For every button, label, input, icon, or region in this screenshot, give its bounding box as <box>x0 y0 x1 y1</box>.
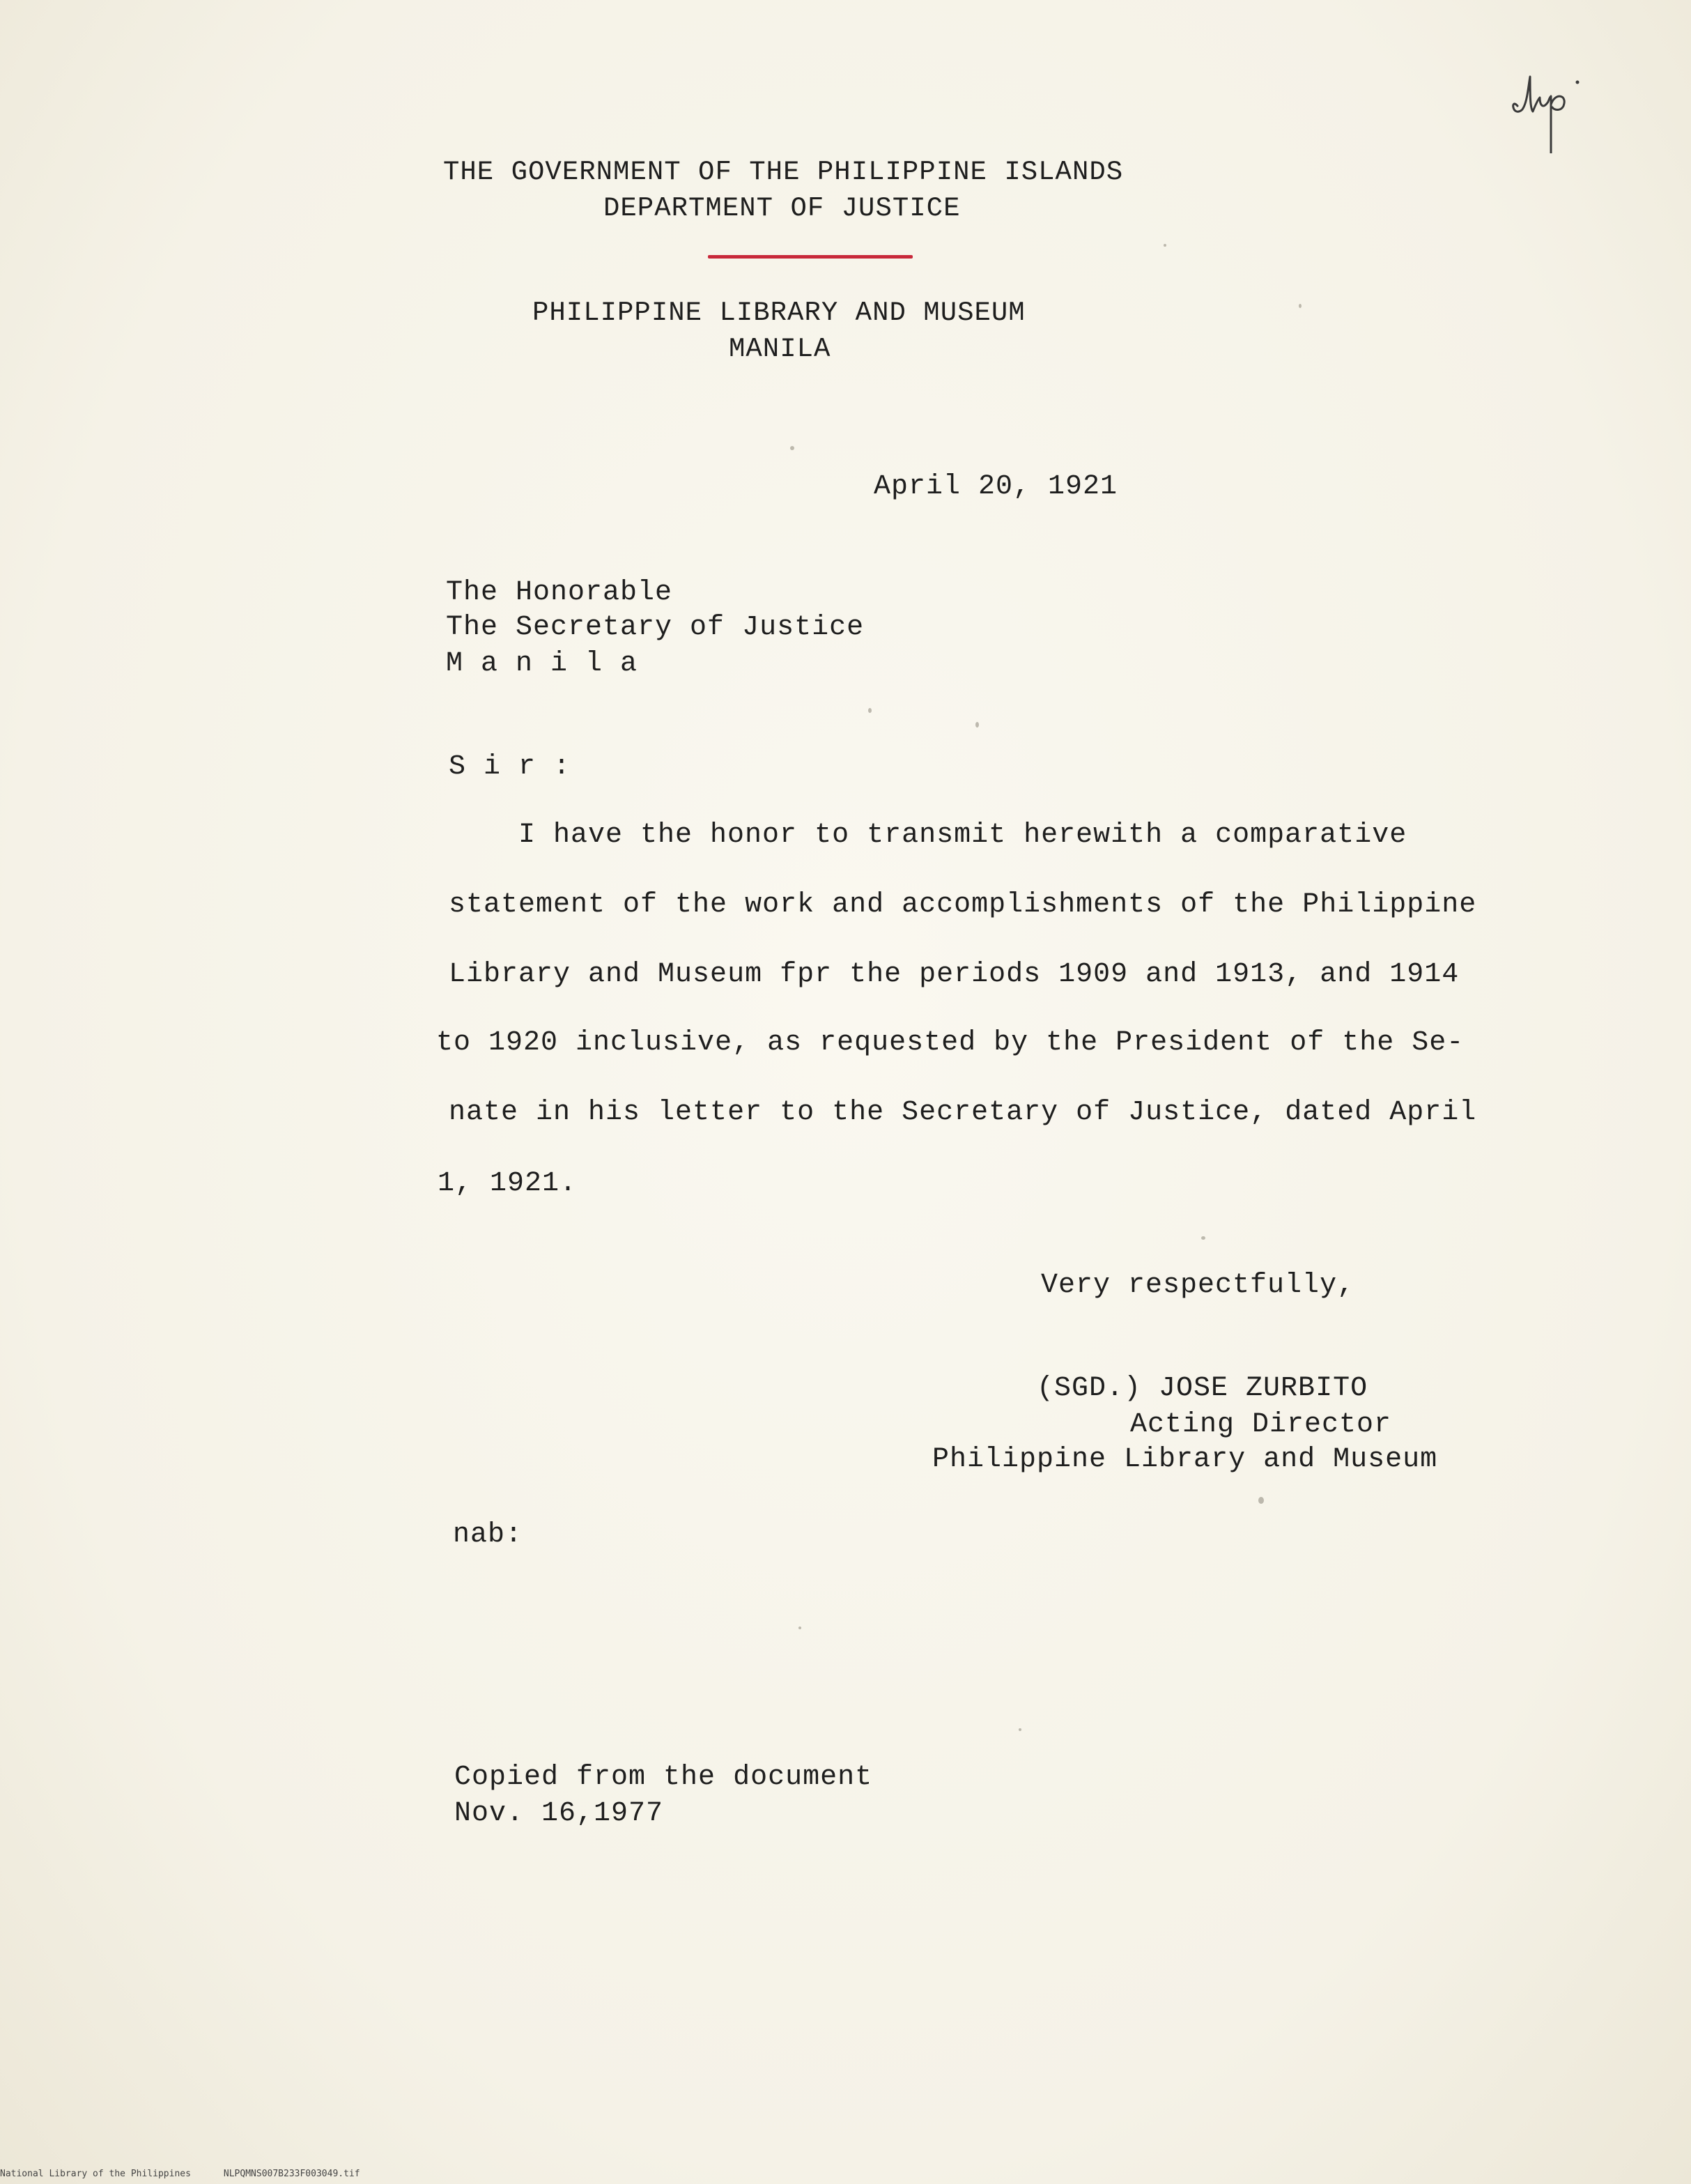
addressee-line-2: The Secretary of Justice <box>446 612 865 643</box>
paper-speck <box>798 1627 801 1629</box>
body-line-2: statement of the work and accomplishments of the Philippine <box>449 889 1477 921</box>
signature-name: (SGD.) JOSE ZURBITO <box>1037 1373 1368 1404</box>
body-line-6: 1, 1921. <box>438 1168 578 1199</box>
letterhead-divider <box>708 255 913 259</box>
paper-speck <box>975 722 979 728</box>
letterhead-line-4: MANILA <box>729 334 831 364</box>
paper-speck <box>1164 244 1166 247</box>
closing: Very respectfully, <box>1041 1270 1355 1301</box>
handwritten-note <box>1505 56 1589 153</box>
copy-note-line-1: Copied from the document <box>454 1762 873 1793</box>
scan-footer <box>0 2169 360 2180</box>
footer-source: National Library of the Philippines <box>0 2169 191 2179</box>
typist-initials: nab: <box>453 1519 523 1551</box>
paper-speck <box>868 708 872 713</box>
body-line-3: Library and Museum fpr the periods 1909 and 1913, and 1914 <box>449 959 1460 990</box>
footer-file: NLPQMNS007B233F003049.tif <box>223 2169 360 2179</box>
addressee-line-1: The Honorable <box>446 577 673 608</box>
signature-org: Philippine Library and Museum <box>932 1444 1438 1475</box>
paper-speck <box>790 446 794 450</box>
addressee-line-3: M a n i l a <box>446 648 638 679</box>
body-line-1: I have the honor to transmit herewith a comparative <box>518 820 1407 851</box>
letterhead-line-1: THE GOVERNMENT OF THE PHILIPPINE ISLANDS <box>443 157 1124 187</box>
signature-title: Acting Director <box>1130 1409 1392 1440</box>
letterhead-line-3: PHILIPPINE LIBRARY AND MUSEUM <box>532 298 1026 328</box>
copy-note-line-2: Nov. 16,1977 <box>454 1798 664 1829</box>
paper-speck <box>1019 1728 1021 1731</box>
paper-speck <box>1201 1236 1205 1240</box>
letterhead-line-2: DEPARTMENT OF JUSTICE <box>603 193 961 224</box>
paper-speck <box>1299 304 1302 308</box>
paper-speck <box>1258 1497 1264 1504</box>
body-line-5: nate in his letter to the Secretary of Justice, dated April <box>449 1097 1477 1128</box>
body-line-4: to 1920 inclusive, as requested by the President of the Se- <box>436 1027 1465 1059</box>
salutation: S i r : <box>449 751 571 783</box>
letter-date: April 20, 1921 <box>874 471 1118 502</box>
